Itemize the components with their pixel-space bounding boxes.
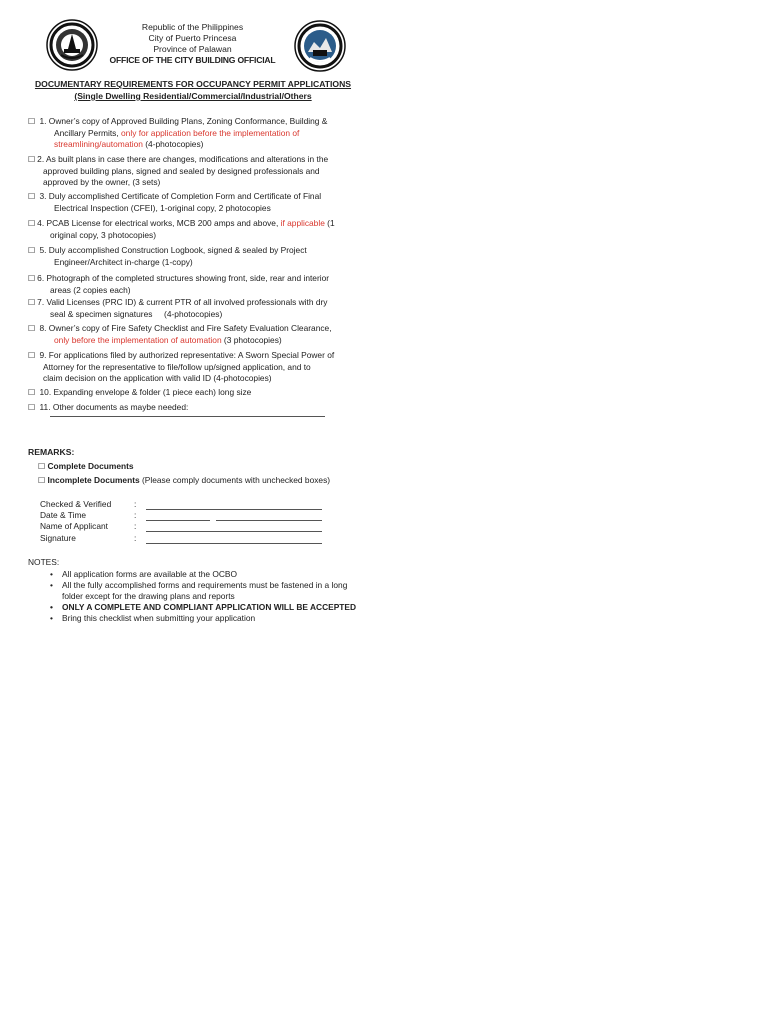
remark-complete	[38, 461, 134, 471]
requirement-text: 9. For applications filed by authorized representative: A Sworn Special Power of	[39, 350, 335, 360]
field-colon: :	[134, 521, 137, 531]
requirement-text: original copy, 3 photocopies)	[50, 229, 156, 240]
requirement-text: 1. Owner’s copy of Approved Building Plans, Zoning Conformance, Building &	[39, 116, 328, 126]
requirement-item	[28, 191, 364, 214]
field-colon: :	[134, 510, 137, 520]
header-province: Province of Palawan	[153, 44, 232, 54]
checkbox-icon[interactable]: ☐	[28, 246, 36, 255]
checkbox-icon[interactable]: ☐	[28, 219, 36, 228]
remark-complete-label: Complete Documents	[47, 461, 134, 471]
remark-incomplete-label: Incomplete Documents	[47, 475, 140, 485]
checkbox-icon[interactable]: ☐	[38, 462, 46, 471]
requirement-highlight: streamlining/automation	[54, 139, 143, 150]
time-input[interactable]	[216, 512, 322, 521]
requirement-text: (4-photocopies)	[142, 139, 204, 150]
checkbox-icon[interactable]: ☐	[28, 403, 36, 412]
field-colon: :	[134, 533, 137, 543]
requirement-item	[28, 323, 364, 346]
requirement-text: 3. Duly accomplished Certificate of Completion Form and Certificate of Final	[39, 191, 322, 201]
checked-verified-input[interactable]	[146, 501, 322, 510]
requirement-text: approved by the owner, (3 sets)	[43, 177, 161, 188]
notes-heading: NOTES:	[28, 557, 60, 567]
checkbox-icon[interactable]: ☐	[28, 351, 36, 360]
requirement-text: 7. Valid Licenses (PRC ID) & current PTR of all involved professionals with dry	[37, 297, 328, 307]
header-city: City of Puerto Princesa	[148, 33, 237, 43]
checkbox-icon[interactable]: ☐	[28, 192, 36, 201]
other-documents-line[interactable]	[50, 416, 325, 417]
requirement-text: (1	[324, 218, 335, 228]
notes-list	[50, 569, 360, 624]
field-label: Checked & Verified	[40, 499, 112, 509]
signature-input[interactable]	[146, 535, 322, 544]
requirement-highlight: only before the implementation of automation	[54, 334, 222, 345]
field-label: Name of Applicant	[40, 521, 108, 531]
list-item: • Bring this checklist when submitting your application	[50, 613, 360, 624]
requirement-text: 8. Owner’s copy of Fire Safety Checklist and Fire Safety Evaluation Clearance,	[39, 323, 332, 333]
requirement-text: 5. Duly accomplished Construction Logbook, signed & sealed by Project	[39, 245, 307, 255]
requirement-text: 4. PCAB License for electrical works, MCB 200 amps and above,	[37, 218, 281, 228]
field-label: Date & Time	[40, 510, 87, 520]
requirement-text: claim decision on the application with valid ID (4-photocopies)	[43, 373, 272, 384]
field-label: Signature	[40, 533, 76, 543]
requirement-item	[28, 116, 364, 151]
requirement-item	[28, 297, 364, 320]
signature-field	[40, 533, 330, 545]
requirement-text: 11. Other documents as maybe needed:	[39, 402, 189, 412]
requirement-item	[28, 387, 364, 399]
office-seal-right-icon	[294, 20, 346, 72]
list-item: • All application forms are available at the OCBO	[50, 569, 360, 580]
remarks-heading: REMARKS:	[28, 447, 75, 457]
remark-incomplete	[38, 475, 330, 485]
applicant-name-input[interactable]	[146, 523, 322, 532]
requirement-text: (3 photocopies)	[221, 334, 282, 345]
date-input[interactable]	[146, 512, 210, 521]
document-title	[0, 78, 386, 102]
requirement-text: 6. Photograph of the completed structures showing front, side, rear and interior	[37, 273, 330, 283]
requirement-text: Ancillary Permits,	[54, 127, 122, 138]
requirement-text: seal & specimen signatures (4-photocopies)	[50, 308, 223, 319]
checkbox-icon[interactable]: ☐	[38, 476, 46, 485]
requirement-highlight: if applicable	[280, 218, 325, 228]
applicant-name-field	[40, 521, 330, 533]
field-colon: :	[134, 499, 137, 509]
requirement-item	[28, 350, 364, 385]
checkbox-icon[interactable]: ☐	[28, 388, 36, 397]
header-republic: Republic of the Philippines	[141, 22, 244, 32]
requirement-text: 2. As built plans in case there are changes, modifications and alterations in the	[37, 154, 329, 164]
title-line-2: (Single Dwelling Residential/Commercial/Industrial/Others	[74, 91, 312, 101]
remark-incomplete-note: (Please comply documents with unchecked boxes)	[139, 475, 331, 485]
checkbox-icon[interactable]: ☐	[28, 117, 36, 126]
requirement-text: areas (2 copies each)	[50, 284, 131, 295]
requirement-item	[28, 245, 364, 268]
requirement-item	[28, 154, 364, 189]
requirement-text: 10. Expanding envelope & folder (1 piece each) long size	[39, 387, 252, 397]
requirement-item	[28, 273, 364, 296]
requirement-text: Engineer/Architect in-charge (1-copy)	[54, 256, 193, 267]
checkbox-icon[interactable]: ☐	[28, 324, 36, 333]
list-item: • All the fully accomplished forms and requirements must be fastened in a long folder except for the drawing plans and reports	[50, 580, 360, 602]
requirement-highlight: only for application before the implementation of	[121, 127, 300, 138]
checkbox-icon[interactable]: ☐	[28, 155, 36, 164]
requirement-text: approved building plans, signed and sealed by designed professionals and	[43, 165, 320, 176]
list-item: • ONLY A COMPLETE AND COMPLIANT APPLICATION WILL BE ACCEPTED	[50, 602, 360, 613]
requirement-text: Electrical Inspection (CFEI), 1-original copy, 2 photocopies	[54, 202, 271, 213]
header-office: OFFICE OF THE CITY BUILDING OFFICIAL	[109, 55, 276, 65]
title-line-1: DOCUMENTARY REQUIREMENTS FOR OCCUPANCY PERMIT APPLICATIONS	[34, 79, 352, 89]
requirement-item	[28, 402, 364, 414]
checkbox-icon[interactable]: ☐	[28, 298, 36, 307]
checkbox-icon[interactable]: ☐	[28, 274, 36, 283]
requirement-item	[28, 218, 364, 241]
requirement-text: Attorney for the representative to file/follow up/signed application, and to	[43, 361, 311, 372]
